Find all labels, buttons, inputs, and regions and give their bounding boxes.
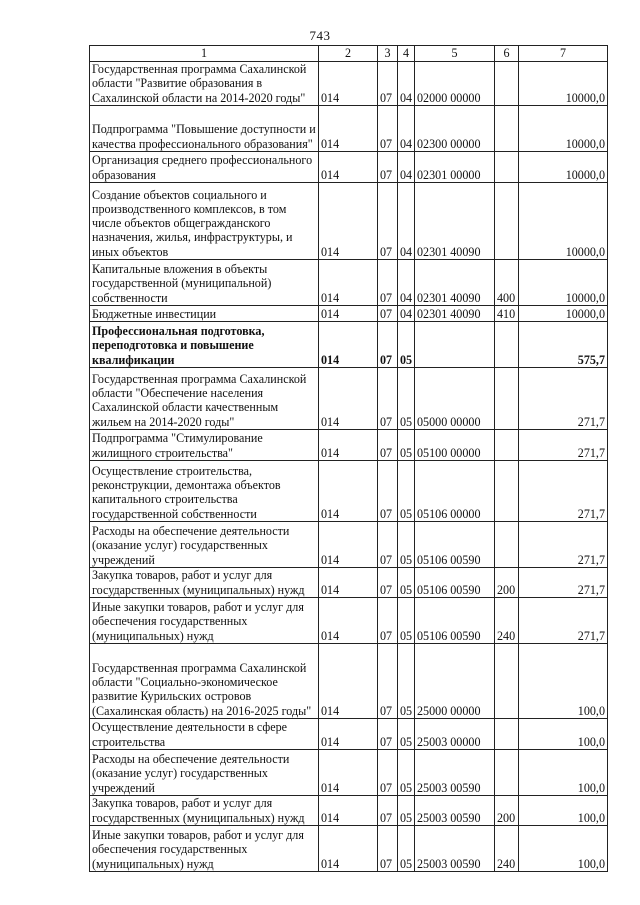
section-code-cell: 07 — [378, 522, 398, 568]
admin-code-cell: 014 — [319, 719, 378, 750]
amount-cell: 10000,0 — [519, 106, 608, 152]
admin-code-cell: 014 — [319, 568, 378, 598]
target-article-code-cell: 25003 00590 — [415, 796, 495, 826]
admin-code-cell: 014 — [319, 644, 378, 719]
target-article-code-cell: 02301 40090 — [415, 183, 495, 260]
expense-type-code-cell: 410 — [495, 306, 519, 322]
table-row — [90, 461, 608, 522]
target-article-code-cell: 25000 00000 — [415, 644, 495, 719]
table-body — [90, 62, 608, 872]
subsection-code-cell: 04 — [398, 106, 415, 152]
subsection-code-cell: 05 — [398, 430, 415, 461]
expense-type-code-cell — [495, 719, 519, 750]
target-article-code-cell: 25003 00000 — [415, 719, 495, 750]
subsection-code-cell: 05 — [398, 796, 415, 826]
subsection-code-cell: 04 — [398, 62, 415, 106]
expense-type-code-cell — [495, 152, 519, 183]
section-code-cell: 07 — [378, 62, 398, 106]
target-article-code-cell: 05000 00000 — [415, 368, 495, 430]
expense-type-code-cell — [495, 62, 519, 106]
amount-cell: 10000,0 — [519, 62, 608, 106]
admin-code-cell: 014 — [319, 260, 378, 306]
table-row — [90, 796, 608, 826]
item-name-cell: Закупка товаров, работ и услуг для государственных (муниципальных) нужд — [90, 568, 319, 598]
amount-cell: 10000,0 — [519, 260, 608, 306]
expense-type-code-cell — [495, 322, 519, 368]
expense-type-code-cell — [495, 368, 519, 430]
target-article-code-cell: 25003 00590 — [415, 750, 495, 796]
section-code-cell: 07 — [378, 368, 398, 430]
table-row — [90, 826, 608, 872]
subsection-code-cell: 05 — [398, 644, 415, 719]
section-code-cell: 07 — [378, 826, 398, 872]
target-article-code-cell: 02000 00000 — [415, 62, 495, 106]
item-name-cell: Создание объектов социального и производственного комплексов, в том числе объектов общегражданского назначения, жилья, инфраструктуры, и иных объектов — [90, 183, 319, 260]
admin-code-cell: 014 — [319, 598, 378, 644]
expense-type-code-cell — [495, 644, 519, 719]
amount-cell: 100,0 — [519, 750, 608, 796]
subsection-code-cell: 05 — [398, 322, 415, 368]
expense-type-code-cell — [495, 183, 519, 260]
expense-type-code-cell: 400 — [495, 260, 519, 306]
header-row — [90, 46, 608, 62]
expense-type-code-cell — [495, 522, 519, 568]
header-col-2: 2 — [319, 46, 378, 62]
subsection-code-cell: 04 — [398, 152, 415, 183]
table-row — [90, 750, 608, 796]
section-code-cell: 07 — [378, 719, 398, 750]
admin-code-cell: 014 — [319, 796, 378, 826]
table-row — [90, 62, 608, 106]
subsection-code-cell: 04 — [398, 306, 415, 322]
section-code-cell: 07 — [378, 568, 398, 598]
amount-cell: 271,7 — [519, 598, 608, 644]
item-name-cell: Иные закупки товаров, работ и услуг для обеспечения государственных (муниципальных) нужд — [90, 598, 319, 644]
page-number: 743 — [309, 28, 331, 43]
section-code-cell: 07 — [378, 461, 398, 522]
header-col-1: 1 — [90, 46, 319, 62]
target-article-code-cell: 05100 00000 — [415, 430, 495, 461]
expense-type-code-cell — [495, 430, 519, 461]
subsection-code-cell: 05 — [398, 568, 415, 598]
item-name-cell: Бюджетные инвестиции — [90, 306, 319, 322]
amount-cell: 575,7 — [519, 322, 608, 368]
amount-cell: 271,7 — [519, 522, 608, 568]
table-row — [90, 183, 608, 260]
section-code-cell: 07 — [378, 644, 398, 719]
table-row — [90, 306, 608, 322]
section-code-cell: 07 — [378, 322, 398, 368]
admin-code-cell: 014 — [319, 461, 378, 522]
header-col-5: 5 — [415, 46, 495, 62]
admin-code-cell: 014 — [319, 306, 378, 322]
subsection-code-cell: 05 — [398, 461, 415, 522]
item-name-cell: Капитальные вложения в объекты государственной (муниципальной) собственности — [90, 260, 319, 306]
item-name-cell: Расходы на обеспечение деятельности (оказание услуг) государственных учреждений — [90, 522, 319, 568]
target-article-code-cell: 02301 40090 — [415, 306, 495, 322]
target-article-code-cell: 02301 00000 — [415, 152, 495, 183]
section-code-cell: 07 — [378, 306, 398, 322]
header-col-3: 3 — [378, 46, 398, 62]
header-col-7: 7 — [519, 46, 608, 62]
amount-cell: 271,7 — [519, 568, 608, 598]
target-article-code-cell: 02301 40090 — [415, 260, 495, 306]
section-code-cell: 07 — [378, 106, 398, 152]
item-name-cell: Государственная программа Сахалинской области "Развитие образования в Сахалинской области на 2014-2020 годы" — [90, 62, 319, 106]
admin-code-cell: 014 — [319, 62, 378, 106]
table-row — [90, 152, 608, 183]
item-name-cell: Государственная программа Сахалинской области "Обеспечение населения Сахалинской области качественным жильем на 2014-2020 годы" — [90, 368, 319, 430]
table-row — [90, 430, 608, 461]
item-name-cell: Осуществление строительства, реконструкции, демонтажа объектов капитального строительства государственной собственности — [90, 461, 319, 522]
header-col-4: 4 — [398, 46, 415, 62]
subsection-code-cell: 04 — [398, 183, 415, 260]
table-row — [90, 368, 608, 430]
target-article-code-cell: 05106 00000 — [415, 461, 495, 522]
table-row — [90, 568, 608, 598]
section-code-cell: 07 — [378, 152, 398, 183]
admin-code-cell: 014 — [319, 522, 378, 568]
section-code-cell: 07 — [378, 796, 398, 826]
item-name-cell: Осуществление деятельности в сфере строительства — [90, 719, 319, 750]
item-name-cell: Закупка товаров, работ и услуг для государственных (муниципальных) нужд — [90, 796, 319, 826]
expense-type-code-cell: 240 — [495, 826, 519, 872]
target-article-code-cell: 05106 00590 — [415, 568, 495, 598]
amount-cell: 271,7 — [519, 461, 608, 522]
expense-type-code-cell — [495, 750, 519, 796]
item-name-cell: Профессиональная подготовка, переподготовка и повышение квалификации — [90, 322, 319, 368]
item-name-cell: Подпрограмма "Повышение доступности и качества профессионального образования" — [90, 106, 319, 152]
amount-cell: 10000,0 — [519, 152, 608, 183]
subsection-code-cell: 05 — [398, 750, 415, 796]
amount-cell: 10000,0 — [519, 306, 608, 322]
target-article-code-cell — [415, 322, 495, 368]
table-row — [90, 260, 608, 306]
target-article-code-cell: 02300 00000 — [415, 106, 495, 152]
subsection-code-cell: 05 — [398, 598, 415, 644]
section-code-cell: 07 — [378, 260, 398, 306]
amount-cell: 271,7 — [519, 430, 608, 461]
subsection-code-cell: 05 — [398, 522, 415, 568]
section-code-cell: 07 — [378, 430, 398, 461]
subsection-code-cell: 05 — [398, 368, 415, 430]
target-article-code-cell: 05106 00590 — [415, 522, 495, 568]
table-row — [90, 106, 608, 152]
admin-code-cell: 014 — [319, 750, 378, 796]
subsection-code-cell: 05 — [398, 719, 415, 750]
amount-cell: 100,0 — [519, 826, 608, 872]
expense-type-code-cell: 200 — [495, 568, 519, 598]
admin-code-cell: 014 — [319, 826, 378, 872]
expense-type-code-cell — [495, 106, 519, 152]
table-row — [90, 644, 608, 719]
admin-code-cell: 014 — [319, 106, 378, 152]
budget-table — [89, 45, 608, 872]
admin-code-cell: 014 — [319, 152, 378, 183]
table-row — [90, 598, 608, 644]
header-col-6: 6 — [495, 46, 519, 62]
expense-type-code-cell: 240 — [495, 598, 519, 644]
expense-type-code-cell — [495, 461, 519, 522]
section-code-cell: 07 — [378, 183, 398, 260]
item-name-cell: Государственная программа Сахалинской области "Социально-экономическое развитие Курильских островов (Сахалинская область) на 2016-2025 годы" — [90, 644, 319, 719]
admin-code-cell: 014 — [319, 368, 378, 430]
admin-code-cell: 014 — [319, 322, 378, 368]
admin-code-cell: 014 — [319, 183, 378, 260]
table-row — [90, 719, 608, 750]
subsection-code-cell: 05 — [398, 826, 415, 872]
item-name-cell: Расходы на обеспечение деятельности (оказание услуг) государственных учреждений — [90, 750, 319, 796]
section-code-cell: 07 — [378, 750, 398, 796]
table-row — [90, 522, 608, 568]
expense-type-code-cell: 200 — [495, 796, 519, 826]
amount-cell: 100,0 — [519, 796, 608, 826]
item-name-cell: Иные закупки товаров, работ и услуг для обеспечения государственных (муниципальных) нужд — [90, 826, 319, 872]
amount-cell: 100,0 — [519, 719, 608, 750]
amount-cell: 100,0 — [519, 644, 608, 719]
target-article-code-cell: 25003 00590 — [415, 826, 495, 872]
item-name-cell: Организация среднего профессионального образования — [90, 152, 319, 183]
section-code-cell: 07 — [378, 598, 398, 644]
amount-cell: 271,7 — [519, 368, 608, 430]
admin-code-cell: 014 — [319, 430, 378, 461]
table-row — [90, 322, 608, 368]
subsection-code-cell: 04 — [398, 260, 415, 306]
amount-cell: 10000,0 — [519, 183, 608, 260]
target-article-code-cell: 05106 00590 — [415, 598, 495, 644]
item-name-cell: Подпрограмма "Стимулирование жилищного строительства" — [90, 430, 319, 461]
